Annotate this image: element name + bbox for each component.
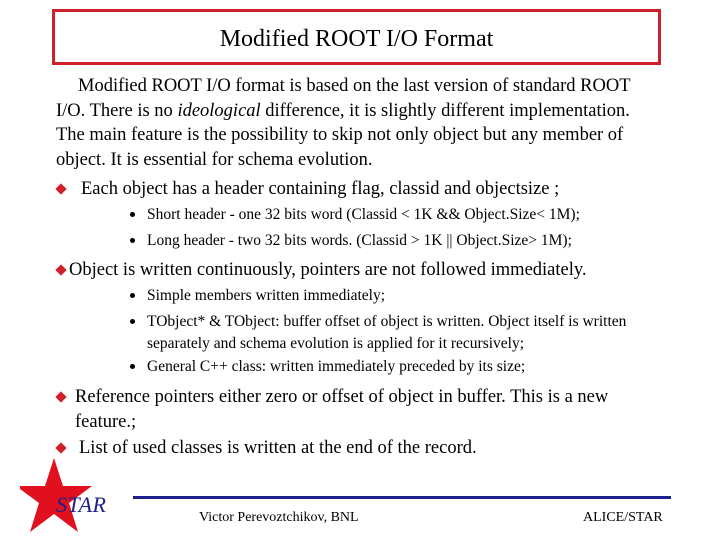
bullet-item — [57, 385, 657, 434]
footer-author: Victor Perevoztchikov, BNL — [199, 510, 359, 525]
sub-bullet-text: TObject* & TObject: buffer offset of object is written. Object itself is written separately and schema evolution is applied for it recursively; — [147, 313, 627, 352]
intro-paragraph — [56, 74, 660, 172]
bullet-item — [57, 177, 667, 202]
sub-bullet-item — [130, 356, 670, 378]
sub-bullet-item — [130, 230, 670, 252]
dot-bullet-icon — [130, 364, 135, 369]
footer-divider — [133, 496, 671, 499]
bullet-text: Object is written continuously, pointers are not followed immediately. — [69, 260, 587, 280]
red-diamond-bullet-icon — [55, 183, 66, 194]
red-diamond-bullet-icon — [55, 264, 66, 275]
star-logo-text: STAR — [56, 492, 107, 517]
bullet-text: Each object has a header containing flag, classid and objectsize ; — [81, 179, 560, 199]
bullet-text: List of used classes is written at the end of the record. — [79, 438, 477, 458]
dot-bullet-icon — [130, 319, 135, 324]
dot-bullet-icon — [130, 238, 135, 243]
sub-bullet-item — [130, 285, 670, 307]
dot-bullet-icon — [130, 212, 135, 217]
title-box — [52, 9, 661, 65]
sub-bullet-item — [130, 204, 670, 226]
bullet-text: Reference pointers either zero or offset of object in buffer. This is a new feature.; — [75, 387, 609, 432]
footer-project: ALICE/STAR — [583, 510, 663, 525]
red-diamond-bullet-icon — [55, 391, 66, 402]
sub-bullet-text: Long header - two 32 bits words. (Classid > 1K || Object.Size> 1M); — [147, 232, 572, 249]
bullet-item — [57, 436, 667, 461]
sub-bullet-item — [130, 311, 670, 354]
intro-text-2: difference, it is slightly different implementation. The main feature is the possibility to skip not only object but any member of object. It is essential for schema evolution. — [56, 100, 630, 170]
slide-title: Modified ROOT I/O Format — [219, 26, 494, 52]
intro-text-1: Modified ROOT I/O format is based on the last version of standard ROOT I/O. There is no — [56, 76, 631, 121]
sub-bullet-text: Short header - one 32 bits word (Classid < 1K && Object.Size< 1M); — [147, 206, 580, 223]
bullet-item — [57, 258, 667, 283]
sub-bullet-text: Simple members written immediately; — [147, 287, 386, 304]
red-diamond-bullet-icon — [55, 442, 66, 453]
intro-italic-word: ideological — [177, 100, 261, 121]
sub-bullet-text: General C++ class: written immediately preceded by its size; — [147, 358, 526, 375]
dot-bullet-icon — [130, 293, 135, 298]
